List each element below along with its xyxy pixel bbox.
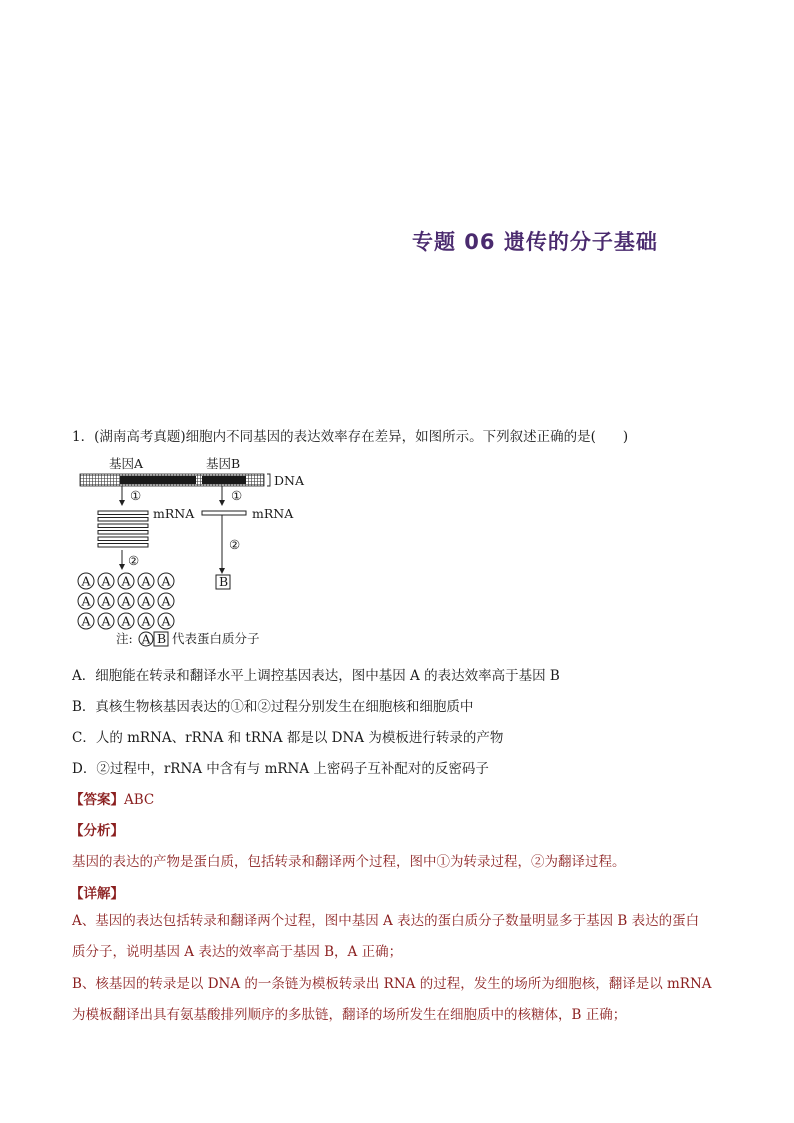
step1-label-a: ① <box>130 488 142 503</box>
protein-a-molecule <box>158 613 174 629</box>
note-suffix: 代表蛋白质分子 <box>172 631 260 646</box>
protein-molecules-a <box>78 573 174 629</box>
gene-b-label: 基因B <box>206 456 241 471</box>
detail-line: 质分子，说明基因 A 表达的效率高于基因 B，A 正确； <box>72 944 403 960</box>
protein-a-molecule <box>118 593 134 609</box>
svg-text:A: A <box>141 631 151 647</box>
svg-text:A: A <box>121 613 131 629</box>
arrow-translation-b <box>219 515 225 574</box>
protein-a-molecule <box>138 613 154 629</box>
svg-text:A: A <box>121 593 131 609</box>
svg-text:B: B <box>157 631 167 646</box>
detail-line: 为模板翻译出具有氨基酸排列顺序的多肽链，翻译的场所发生在细胞质中的核糖体，B 正确； <box>72 1007 627 1023</box>
svg-text:A: A <box>101 613 111 629</box>
option-b: B．真核生物核基因表达的①和②过程分别发生在细胞核和细胞质中 <box>72 699 474 715</box>
protein-a-molecule <box>158 593 174 609</box>
svg-text:A: A <box>101 573 111 589</box>
svg-text:A: A <box>161 613 171 629</box>
protein-a-molecule <box>78 573 94 589</box>
mrna-strand <box>98 518 148 522</box>
option-d: D．②过程中，rRNA 中含有与 mRNA 上密码子互补配对的反密码子 <box>72 761 489 777</box>
question-stem: 1．(湖南高考真题)细胞内不同基因的表达效率存在差异，如图所示。下列叙述正确的是( ) <box>72 429 629 445</box>
mrna-strand-b <box>202 511 246 515</box>
svg-text:A: A <box>81 613 91 629</box>
protein-a-molecule <box>98 613 114 629</box>
mrna-strand <box>98 544 148 548</box>
answer-tag: 【答案】 <box>70 792 124 808</box>
protein-a-molecule <box>98 593 114 609</box>
protein-molecule-b <box>216 574 230 589</box>
svg-text:B: B <box>219 574 229 589</box>
svg-text:A: A <box>161 593 171 609</box>
gene-expression-diagram <box>76 453 316 649</box>
protein-a-molecule <box>78 593 94 609</box>
step1-label-b: ① <box>231 488 243 503</box>
svg-text:A: A <box>161 573 171 589</box>
page-title: 专题 06 遗传的分子基础 <box>412 230 658 254</box>
step2-label-b: ② <box>229 537 241 552</box>
protein-a-molecule <box>158 573 174 589</box>
protein-a-molecule <box>118 613 134 629</box>
mrna-strand <box>98 524 148 528</box>
note-prefix: 注: <box>116 631 133 646</box>
mrna-strand <box>98 511 148 515</box>
mrna-label-a: mRNA <box>153 506 195 521</box>
note-protein-b-symbol <box>154 631 168 646</box>
svg-text:A: A <box>81 593 91 609</box>
mrna-strand <box>98 537 148 541</box>
svg-text:A: A <box>141 573 151 589</box>
arrow-translation-a <box>119 550 125 570</box>
protein-a-molecule <box>138 593 154 609</box>
svg-text:A: A <box>141 613 151 629</box>
detail-heading: 【详解】 <box>70 886 124 902</box>
arrow-transcription-a <box>119 486 125 506</box>
detail-line: A、基因的表达包括转录和翻译两个过程，图中基因 A 表达的蛋白质分子数量明显多于基因 B 表达的蛋白 <box>72 913 700 929</box>
dna-label: DNA <box>274 473 304 488</box>
gene-b-segment <box>202 476 246 484</box>
note-protein-a-symbol <box>139 632 153 647</box>
arrow-transcription-b <box>219 486 225 506</box>
mrna-strand <box>98 531 148 535</box>
answer-line <box>70 788 154 808</box>
svg-text:A: A <box>121 573 131 589</box>
gene-a-label: 基因A <box>109 456 144 471</box>
mrna-strands-a <box>98 511 148 547</box>
answer-value: ABC <box>124 792 155 808</box>
protein-a-molecule <box>118 573 134 589</box>
analysis-text: 基因的表达的产物是蛋白质，包括转录和翻译两个过程，图中①为转录过程，②为翻译过程。 <box>72 854 626 870</box>
protein-a-molecule <box>98 573 114 589</box>
svg-text:A: A <box>81 573 91 589</box>
analysis-heading: 【分析】 <box>70 823 124 839</box>
detail-line: B、核基因的转录是以 DNA 的一条链为模板转录出 RNA 的过程，发生的场所为细胞核，翻译是以 mRNA <box>72 976 712 992</box>
dna-strand <box>80 474 270 486</box>
option-a: A．细胞能在转录和翻译水平上调控基因表达，图中基因 A 的表达效率高于基因 B <box>72 668 560 684</box>
protein-a-molecule <box>78 613 94 629</box>
svg-text:A: A <box>101 593 111 609</box>
mrna-label-b: mRNA <box>252 506 294 521</box>
option-c: C．人的 mRNA、rRNA 和 tRNA 都是以 DNA 为模板进行转录的产物 <box>72 730 504 746</box>
protein-a-molecule <box>138 573 154 589</box>
svg-text:A: A <box>141 593 151 609</box>
step2-label-a: ② <box>128 553 140 568</box>
